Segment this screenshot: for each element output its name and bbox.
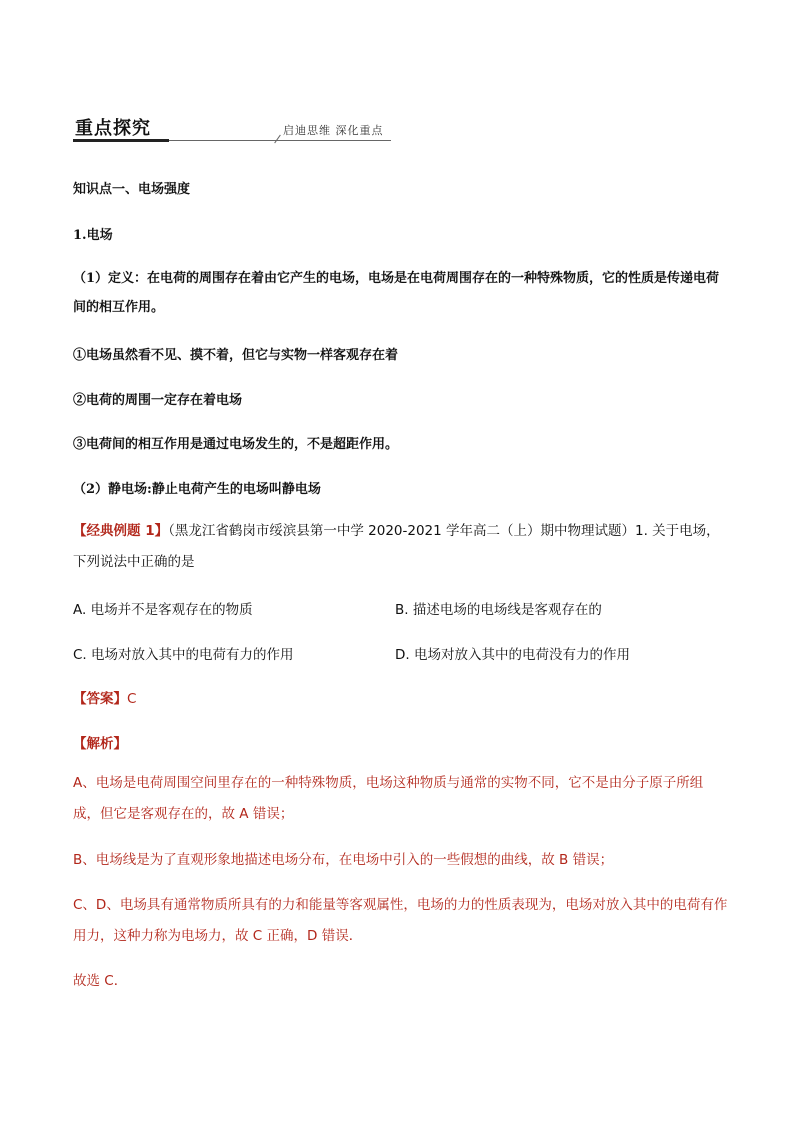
- header-divider-slash: [274, 135, 281, 144]
- option-d[interactable]: D. 电场对放入其中的电荷没有力的作用: [395, 647, 630, 663]
- option-a[interactable]: A. 电场并不是客观存在的物质: [73, 602, 253, 618]
- header-title: 重点探究: [75, 118, 151, 139]
- header-subtitle: 启迪思维 深化重点: [283, 124, 384, 137]
- section-title: 知识点一、电场强度: [73, 182, 191, 197]
- static-field-paragraph: （2）静电场:静止电荷产生的电场叫静电场: [73, 482, 321, 497]
- answer-label: 【答案】: [73, 691, 127, 707]
- header-underline-thin: [169, 140, 391, 141]
- analysis-conclusion: 故选 C．: [73, 973, 128, 989]
- analysis-line-b: B、电场线是为了直观形象地描述电场分布，在电场中引入的一些假想的曲线，故 B 错误；: [73, 852, 614, 868]
- point-2: ②电荷的周围一定存在着电场: [73, 393, 243, 408]
- header-underline-thick: [73, 139, 169, 142]
- example-question: [73, 516, 728, 578]
- example-source: （黑龙江省鹤岗市绥滨县第一中学 2020-2021 学年高二（上）期中物理试题）: [168, 523, 636, 539]
- point-3: ③电荷间的相互作用是通过电场发生的，不是超距作用。: [73, 437, 399, 452]
- analysis-label: 【解析】: [73, 736, 127, 752]
- definition-paragraph: （1）定义：在电荷的周围存在着由它产生的电场，电场是在电荷周围存在的一种特殊物质，它的性质是传递电荷间的相互作用。: [73, 271, 720, 315]
- example-label: 【经典例题 1】: [73, 523, 169, 539]
- answer-value: C: [127, 691, 137, 707]
- answer-line: [73, 687, 728, 707]
- sub-title: 1.电场: [73, 228, 113, 243]
- option-c[interactable]: C. 电场对放入其中的电荷有力的作用: [73, 647, 294, 663]
- example-question-text: 1. 关于电场，下列说法中正确的是: [73, 523, 720, 570]
- point-1: ①电场虽然看不见、摸不着，但它与实物一样客观存在着: [73, 348, 399, 363]
- option-b[interactable]: B. 描述电场的电场线是客观存在的: [395, 602, 602, 618]
- section-header: [73, 114, 391, 144]
- analysis-line-cd: C、D、电场具有通常物质所具有的力和能量等客观属性，电场的力的性质表现为，电场对放入其中的电荷有作用力，这种力称为电场力，故 C 正确，D 错误．: [73, 897, 728, 944]
- analysis-line-a: A、电场是电荷周围空间里存在的一种特殊物质，电场这种物质与通常的实物不同，它不是由分子原子所组成，但它是客观存在的，故 A 错误；: [73, 775, 704, 822]
